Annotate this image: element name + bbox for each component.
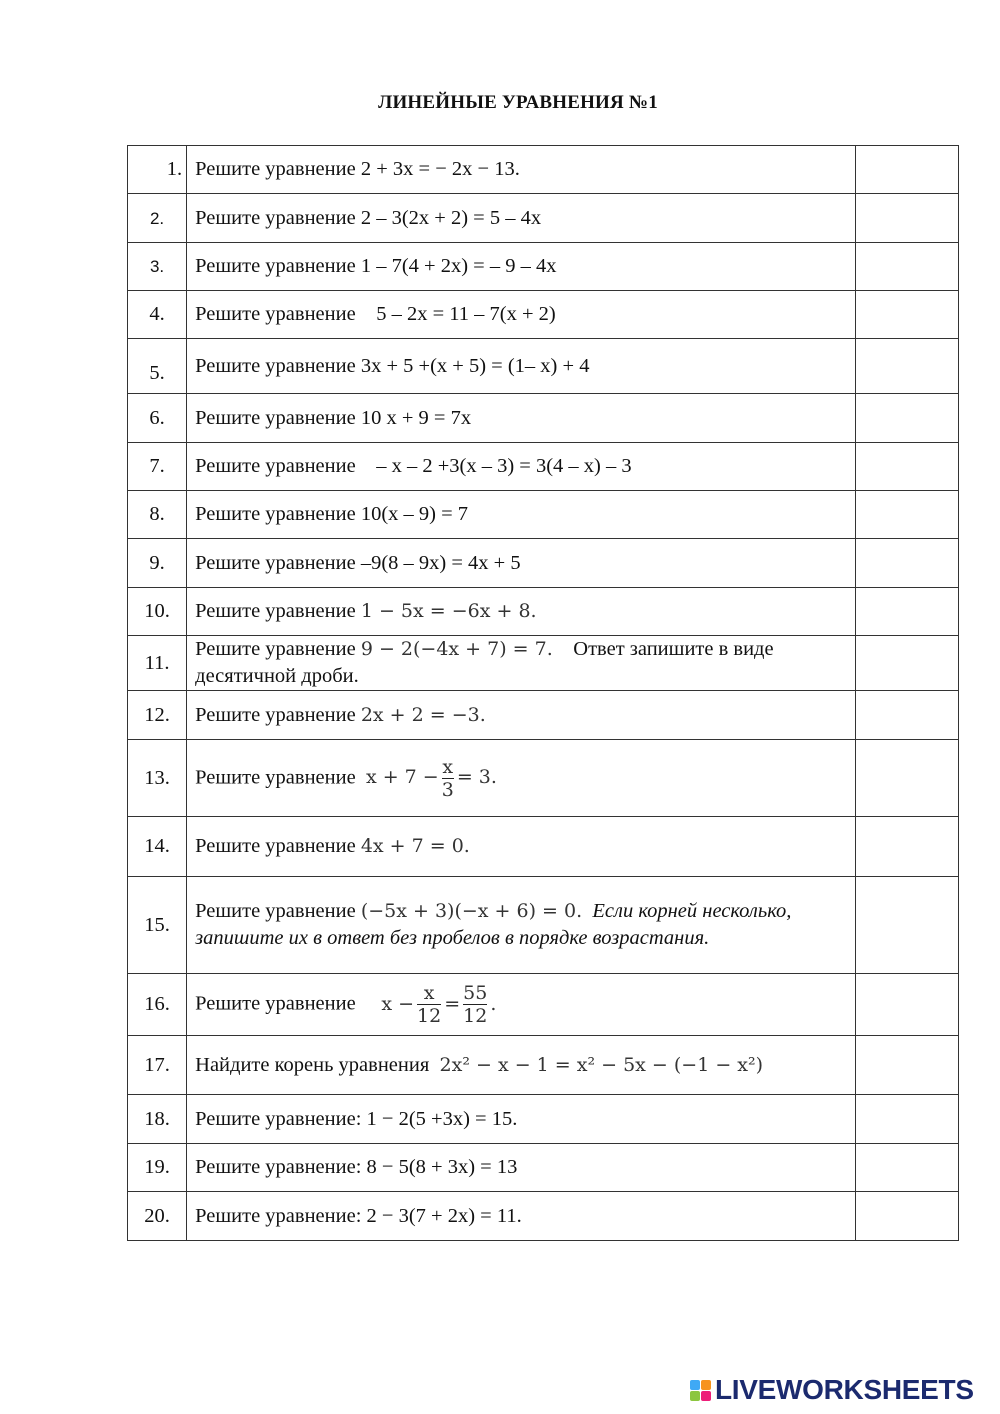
table-row bbox=[128, 1192, 959, 1241]
task-text: Решите уравнение: 8 − 5(8 + 3x) = 13 bbox=[187, 1144, 856, 1192]
table-row bbox=[128, 491, 959, 539]
task-number: 2. bbox=[128, 194, 187, 243]
task-number: 9. bbox=[128, 539, 187, 588]
page-title: ЛИНЕЙНЫЕ УРАВНЕНИЯ №1 bbox=[378, 92, 658, 113]
task-text: Решите уравнение 2x + 2 = −3. bbox=[187, 691, 856, 740]
answer-cell[interactable] bbox=[855, 588, 958, 636]
answer-cell[interactable] bbox=[855, 1095, 958, 1144]
task-text: Решите уравнение 5 – 2x = 11 – 7(x + 2) bbox=[187, 291, 856, 339]
table-row bbox=[128, 146, 959, 194]
task-number: 16. bbox=[128, 974, 187, 1036]
table-row bbox=[128, 1036, 959, 1095]
table-row bbox=[128, 877, 959, 974]
task-text: Решите уравнение 2 + 3x = − 2x − 13. bbox=[187, 146, 856, 194]
task-number: 13. bbox=[128, 740, 187, 817]
liveworksheets-logo-icon bbox=[690, 1380, 711, 1401]
task-equation: 2 − 3(7 + 2x) = 11. bbox=[366, 1204, 522, 1227]
task-equation: – x – 2 +3(x – 3) = 3(4 – x) – 3 bbox=[376, 455, 632, 477]
task-text: Найдите корень уравнения 2x² − x − 1 = x² − 5x − (−1 − x²) bbox=[187, 1036, 856, 1095]
answer-cell[interactable] bbox=[855, 243, 958, 291]
task-equation: 9 − 2(−4x + 7) = 7. bbox=[360, 638, 553, 660]
answer-cell[interactable] bbox=[855, 974, 958, 1036]
task-number: 8. bbox=[128, 491, 187, 539]
tasks-table bbox=[127, 145, 959, 1241]
answer-cell[interactable] bbox=[855, 1144, 958, 1192]
task-text: Решите уравнение 1 − 5x = −6x + 8. bbox=[187, 588, 856, 636]
answer-cell[interactable] bbox=[855, 1036, 958, 1095]
task-text: Решите уравнение: 1 − 2(5 +3x) = 15. bbox=[187, 1095, 856, 1144]
logo-square-3 bbox=[690, 1391, 700, 1401]
task-equation: 1 − 2(5 +3x) = 15. bbox=[366, 1107, 518, 1130]
table-row bbox=[128, 691, 959, 740]
task-text: Решите уравнение 9 − 2(−4x + 7) = 7. Ответ запишите в виде десятичной дроби. bbox=[187, 636, 856, 691]
task-number: 18. bbox=[128, 1095, 187, 1144]
task-number: 3. bbox=[128, 243, 187, 291]
answer-cell[interactable] bbox=[855, 394, 958, 443]
fraction: $\frac{55}{12}$ bbox=[463, 982, 488, 1027]
table-row bbox=[128, 636, 959, 691]
task-number: 11. bbox=[128, 636, 187, 691]
table-row bbox=[128, 394, 959, 443]
task-text: Решите уравнение – x – 2 +3(x – 3) = 3(4 – x) – 3 bbox=[187, 443, 856, 491]
table-row bbox=[128, 443, 959, 491]
answer-cell[interactable] bbox=[855, 691, 958, 740]
task-equation: 2x² − x − 1 = x² − 5x − (−1 − x²) bbox=[439, 1053, 764, 1076]
task-number: 6. bbox=[128, 394, 187, 443]
task-equation: 5 – 2x = 11 – 7(x + 2) bbox=[376, 303, 556, 325]
liveworksheets-logo[interactable] bbox=[690, 1374, 974, 1406]
task-number: 10. bbox=[128, 588, 187, 636]
task-text: Решите уравнение –9(8 – 9x) = 4x + 5 bbox=[187, 539, 856, 588]
answer-cell[interactable] bbox=[855, 339, 958, 394]
task-equation: 2 – 3(2x + 2) = 5 – 4x bbox=[360, 206, 542, 229]
table-row bbox=[128, 194, 959, 243]
table-row bbox=[128, 974, 959, 1036]
answer-cell[interactable] bbox=[855, 146, 958, 194]
task-note: Если корней несколько, запишите их в ответ без пробелов в порядке возрастания. bbox=[195, 900, 792, 949]
fraction: $\frac{x}{12}$ bbox=[417, 982, 442, 1027]
task-number: 17. bbox=[128, 1036, 187, 1095]
task-equation: 3x + 5 +(x + 5) = (1– x) + 4 bbox=[360, 354, 590, 377]
task-number: 1. bbox=[128, 146, 187, 194]
task-number: 5. bbox=[128, 339, 187, 394]
task-equation: 10 x + 9 = 7x bbox=[360, 406, 472, 429]
answer-cell[interactable] bbox=[855, 443, 958, 491]
task-equation: 2x + 2 = −3. bbox=[360, 703, 486, 726]
task-number: 14. bbox=[128, 817, 187, 877]
answer-cell[interactable] bbox=[855, 740, 958, 817]
table-row bbox=[128, 817, 959, 877]
task-equation: 2 + 3x = − 2x − 13. bbox=[360, 158, 520, 180]
table-row bbox=[128, 1095, 959, 1144]
answer-cell[interactable] bbox=[855, 636, 958, 691]
answer-cell[interactable] bbox=[855, 817, 958, 877]
answer-cell[interactable] bbox=[855, 291, 958, 339]
task-number: 15. bbox=[128, 877, 187, 974]
answer-cell[interactable] bbox=[855, 491, 958, 539]
logo-text: LIVEWORKSHEETS bbox=[715, 1374, 974, 1405]
task-text: Решите уравнение 3x + 5 +(x + 5) = (1– x) + 4 bbox=[187, 339, 856, 394]
task-note: Ответ запишите в виде десятичной дроби. bbox=[195, 638, 774, 687]
logo-square-4 bbox=[701, 1391, 711, 1401]
task-text: Решите уравнение: 2 − 3(7 + 2x) = 11. bbox=[187, 1192, 856, 1241]
task-number: 12. bbox=[128, 691, 187, 740]
task-number: 20. bbox=[128, 1192, 187, 1241]
task-equation: x − $\frac{x}{12}$ = $\frac{55}{12}$ . bbox=[381, 982, 497, 1027]
table-row bbox=[128, 539, 959, 588]
task-text: Решите уравнение 2 – 3(2x + 2) = 5 – 4x bbox=[187, 194, 856, 243]
task-text: Решите уравнение x + 7 − $\frac{x}{3}$ = 3. bbox=[187, 740, 856, 817]
task-text: Решите уравнение x − $\frac{x}{12}$ = $\frac{55}{12}$ . bbox=[187, 974, 856, 1036]
task-text: Решите уравнение (−5x + 3)(−x + 6) = 0. Если корней несколько, запишите их в ответ без пробелов в порядке возрастания. bbox=[187, 877, 856, 974]
task-equation: –9(8 – 9x) = 4x + 5 bbox=[360, 551, 521, 574]
table-row bbox=[128, 1144, 959, 1192]
table-row bbox=[128, 339, 959, 394]
task-equation: 10(x – 9) = 7 bbox=[360, 503, 469, 525]
task-number: 19. bbox=[128, 1144, 187, 1192]
task-equation: 8 − 5(8 + 3x) = 13 bbox=[366, 1156, 518, 1178]
task-number: 4. bbox=[128, 291, 187, 339]
task-text: Решите уравнение 1 – 7(4 + 2x) = – 9 – 4x bbox=[187, 243, 856, 291]
table-row bbox=[128, 291, 959, 339]
answer-cell[interactable] bbox=[855, 877, 958, 974]
task-equation: (−5x + 3)(−x + 6) = 0. bbox=[360, 900, 583, 922]
task-equation: 1 − 5x = −6x + 8. bbox=[360, 600, 537, 622]
answer-cell[interactable] bbox=[855, 194, 958, 243]
fraction: $\frac{x}{3}$ bbox=[441, 755, 454, 801]
task-number: 7. bbox=[128, 443, 187, 491]
table-row bbox=[128, 243, 959, 291]
answer-cell[interactable] bbox=[855, 1192, 958, 1241]
task-text: Решите уравнение 10(x – 9) = 7 bbox=[187, 491, 856, 539]
answer-cell[interactable] bbox=[855, 539, 958, 588]
task-text: Решите уравнение 4x + 7 = 0. bbox=[187, 817, 856, 877]
table-row bbox=[128, 740, 959, 817]
task-equation: 4x + 7 = 0. bbox=[360, 835, 470, 857]
task-equation: 1 – 7(4 + 2x) = – 9 – 4x bbox=[360, 255, 557, 277]
task-equation: x + 7 − $\frac{x}{3}$ = 3. bbox=[365, 755, 497, 801]
table-row bbox=[128, 588, 959, 636]
logo-square-1 bbox=[690, 1380, 700, 1390]
logo-square-2 bbox=[701, 1380, 711, 1390]
task-text: Решите уравнение 10 x + 9 = 7x bbox=[187, 394, 856, 443]
